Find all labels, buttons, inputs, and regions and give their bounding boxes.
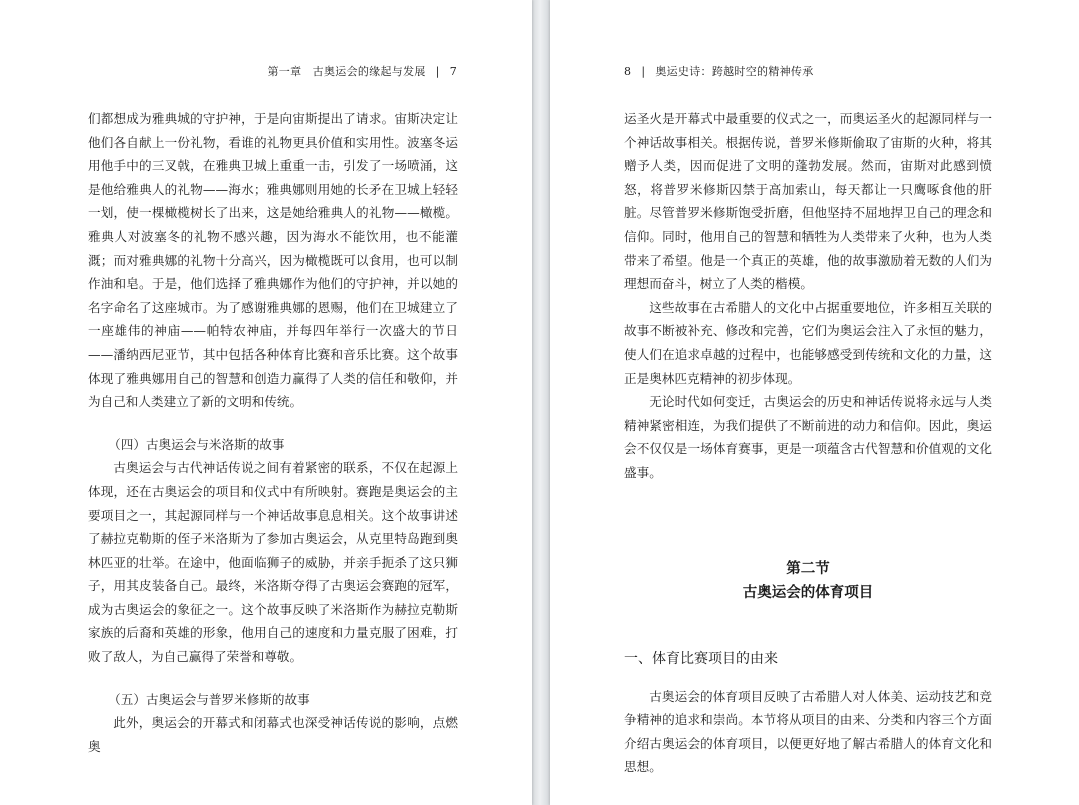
left-page <box>0 0 532 805</box>
right-page-content <box>624 107 992 779</box>
chapter-title: 第一章 古奥运会的缘起与发展 <box>267 65 426 78</box>
book-title: 奥运史诗：跨越时空的精神传承 <box>655 65 814 78</box>
subheading: （四）古奥运会与米洛斯的故事 <box>108 436 285 452</box>
book-gutter <box>532 0 550 805</box>
paragraph: 古奥运会的体育项目反映了古希腊人对人体美、运动技艺和竞争精神的追求和崇尚。本节将从项目的由来、分类和内容三个方面介绍古奥运会的体育项目，以便更好地了解古希腊人的体育文化和思想。 <box>624 688 992 775</box>
header-separator: | <box>435 65 440 78</box>
section-title: 古奥运会的体育项目 <box>742 584 874 601</box>
header-separator: | <box>641 65 646 78</box>
page-number: 8 <box>624 65 632 78</box>
paragraph: 们都想成为雅典城的守护神，于是向宙斯提出了请求。宙斯决定让他们各自献上一份礼物，看谁的礼物更具价值和实用性。波塞冬运用他手中的三叉戟，在雅典卫城上重重一击，引发了一场喷涌，这是他给雅典人的礼物——海水；雅典娜则用她的长矛在卫城上轻轻一划，使一棵橄榄树长了出来，这是她给雅典人的礼物——橄榄。雅典人对波塞冬的礼物不感兴趣，因为海水不能饮用，也不能灌溉；而对雅典娜的礼物十分高兴，因为橄榄既可以食用，也可以制作油和皂。于是，他们选择了雅典娜作为他们的守护神，并以她的名字命名了这座城市。为了感谢雅典娜的恩赐，他们在卫城建立了一座雄伟的神庙——帕特农神庙，并每四年举行一次盛大的节日——潘纳西尼亚节，其中包括各种体育比赛和音乐比赛。这个故事体现了雅典娜用自己的智慧和创造力赢得了人类的信任和敬仰，并为自己和人类建立了新的文明和传统。 <box>88 111 458 410</box>
section-number: 第二节 <box>786 560 830 577</box>
right-page <box>550 0 1079 805</box>
paragraph: 此外，奥运会的开幕式和闭幕式也深受神话传说的影响，点燃奥 <box>88 715 458 754</box>
paragraph: 运圣火是开幕式中最重要的仪式之一，而奥运圣火的起源同样与一个神话故事相关。根据传说，普罗米修斯偷取了宙斯的火种，将其赠予人类，因而促进了文明的蓬勃发展。然而，宙斯对此感到愤怒，将普罗米修斯囚禁于高加索山，每天都让一只鹰啄食他的肝脏。尽管普罗米修斯饱受折磨，但他坚持不屈地捍卫自己的理念和信仰。同时，他用自己的智慧和牺牲为人类带来了火种，也为人类带来了希望。他是一个真正的英雄，他的故事激励着无数的人们为理想而奋斗，树立了人类的楷模。 <box>624 111 992 292</box>
right-running-head <box>624 63 814 79</box>
paragraph: 古奥运会与古代神话传说之间有着紧密的联系，不仅在起源上体现，还在古奥运会的项目和仪式中有所映射。赛跑是奥运会的主要项目之一，其起源同样与一个神话故事息息相关。这个故事讲述了赫拉克勒斯的侄子米洛斯为了参加古奥运会，从克里特岛跑到奥林匹亚的壮举。在途中，他面临狮子的威胁，并亲手扼杀了这只狮子，用其皮装备自己。最终，米洛斯夺得了古奥运会赛跑的冠军，成为古奥运会的象征之一。这个故事反映了米洛斯作为赫拉克勒斯家族的后裔和英雄的形象，他用自己的速度和力量克服了困难，打败了敌人，为自己赢得了荣誉和尊敬。 <box>88 460 458 665</box>
left-page-content <box>88 107 458 758</box>
page-number: 7 <box>449 65 457 78</box>
paragraph: 无论时代如何变迁，古奥运会的历史和神话传说将永远与人类精神紧密相连，为我们提供了不断前进的动力和信仰。因此，奥运会不仅仅是一场体育赛事，更是一项蕴含古代智慧和价值观的文化盛事。 <box>624 394 992 480</box>
subheading: （五）古奥运会与普罗米修斯的故事 <box>108 691 310 707</box>
left-running-head <box>267 63 457 79</box>
paragraph: 这些故事在古希腊人的文化中占据重要地位，许多相互关联的故事不断被补充、修改和完善，它们为奥运会注入了永恒的魅力，使人们在追求卓越的过程中，也能够感受到传统和文化的力量，这正是奥林匹克精神的初步体现。 <box>624 299 992 386</box>
heading: 一、体育比赛项目的由来 <box>624 650 778 667</box>
